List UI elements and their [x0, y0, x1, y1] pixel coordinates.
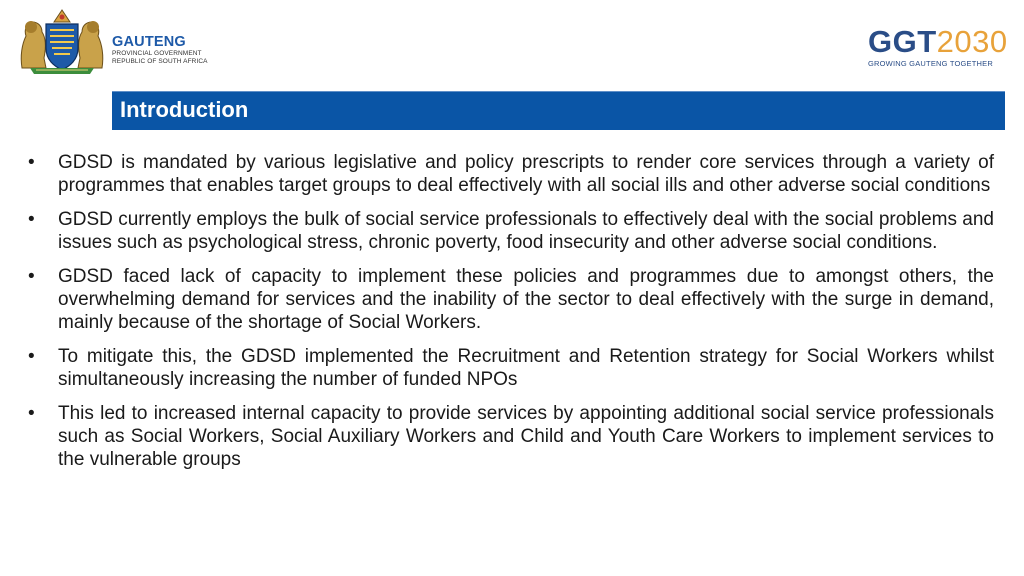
bullet-item — [28, 151, 994, 197]
bullet-item — [28, 345, 994, 391]
gauteng-sub-line2: REPUBLIC OF SOUTH AFRICA — [112, 58, 208, 65]
bullet-text: GDSD faced lack of capacity to implement these policies and programmes due to amongst others, the overwhelming demand for services and the inability of the sector to deal effectively with the surge in demand, mainly because of the shortage of Social Workers. — [58, 266, 994, 333]
bullet-dot-icon: • — [28, 266, 35, 287]
ggt-text: GGT — [868, 24, 937, 59]
bullet-list — [28, 151, 994, 482]
bullet-item — [28, 265, 994, 334]
bullet-dot-icon: • — [28, 346, 35, 367]
coat-of-arms-icon — [16, 8, 108, 74]
gauteng-sub-line1: PROVINCIAL GOVERNMENT — [112, 50, 202, 57]
ggt-year: 2030 — [936, 24, 1008, 59]
bullet-dot-icon: • — [28, 403, 35, 424]
title-bar — [112, 91, 1005, 130]
bullet-text: GDSD currently employs the bulk of social service professionals to effectively deal with the social problems and issues such as psychological stress, chronic poverty, food insecurity and other adverse social conditions. — [58, 209, 994, 253]
ggt2030-logo — [868, 24, 1008, 70]
bullet-text: This led to increased internal capacity to provide services by appointing additional social service professionals such as Social Workers, Social Auxiliary Workers and Child and Youth Care Workers to implement services to the vulnerable groups — [58, 403, 994, 470]
bullet-text: GDSD is mandated by various legislative and policy prescripts to render core services through a variety of programmes that enables target groups to deal effectively with all social ills and other adverse social conditions — [58, 152, 994, 196]
ggt2030-wordmark — [868, 24, 1008, 59]
bullet-item — [28, 402, 994, 471]
slide-title: Introduction — [120, 97, 249, 122]
bullet-dot-icon: • — [28, 152, 35, 173]
bullet-item — [28, 208, 994, 254]
gauteng-name: GAUTENG — [112, 34, 186, 50]
bullet-dot-icon: • — [28, 209, 35, 230]
bullet-text: To mitigate this, the GDSD implemented the Recruitment and Retention strategy for Social Workers whilst simultaneously increasing the number of funded NPOs — [58, 346, 994, 390]
gauteng-logo — [16, 8, 216, 74]
ggt-tagline: GROWING GAUTENG TOGETHER — [868, 59, 993, 68]
gauteng-logo-text — [112, 34, 208, 66]
